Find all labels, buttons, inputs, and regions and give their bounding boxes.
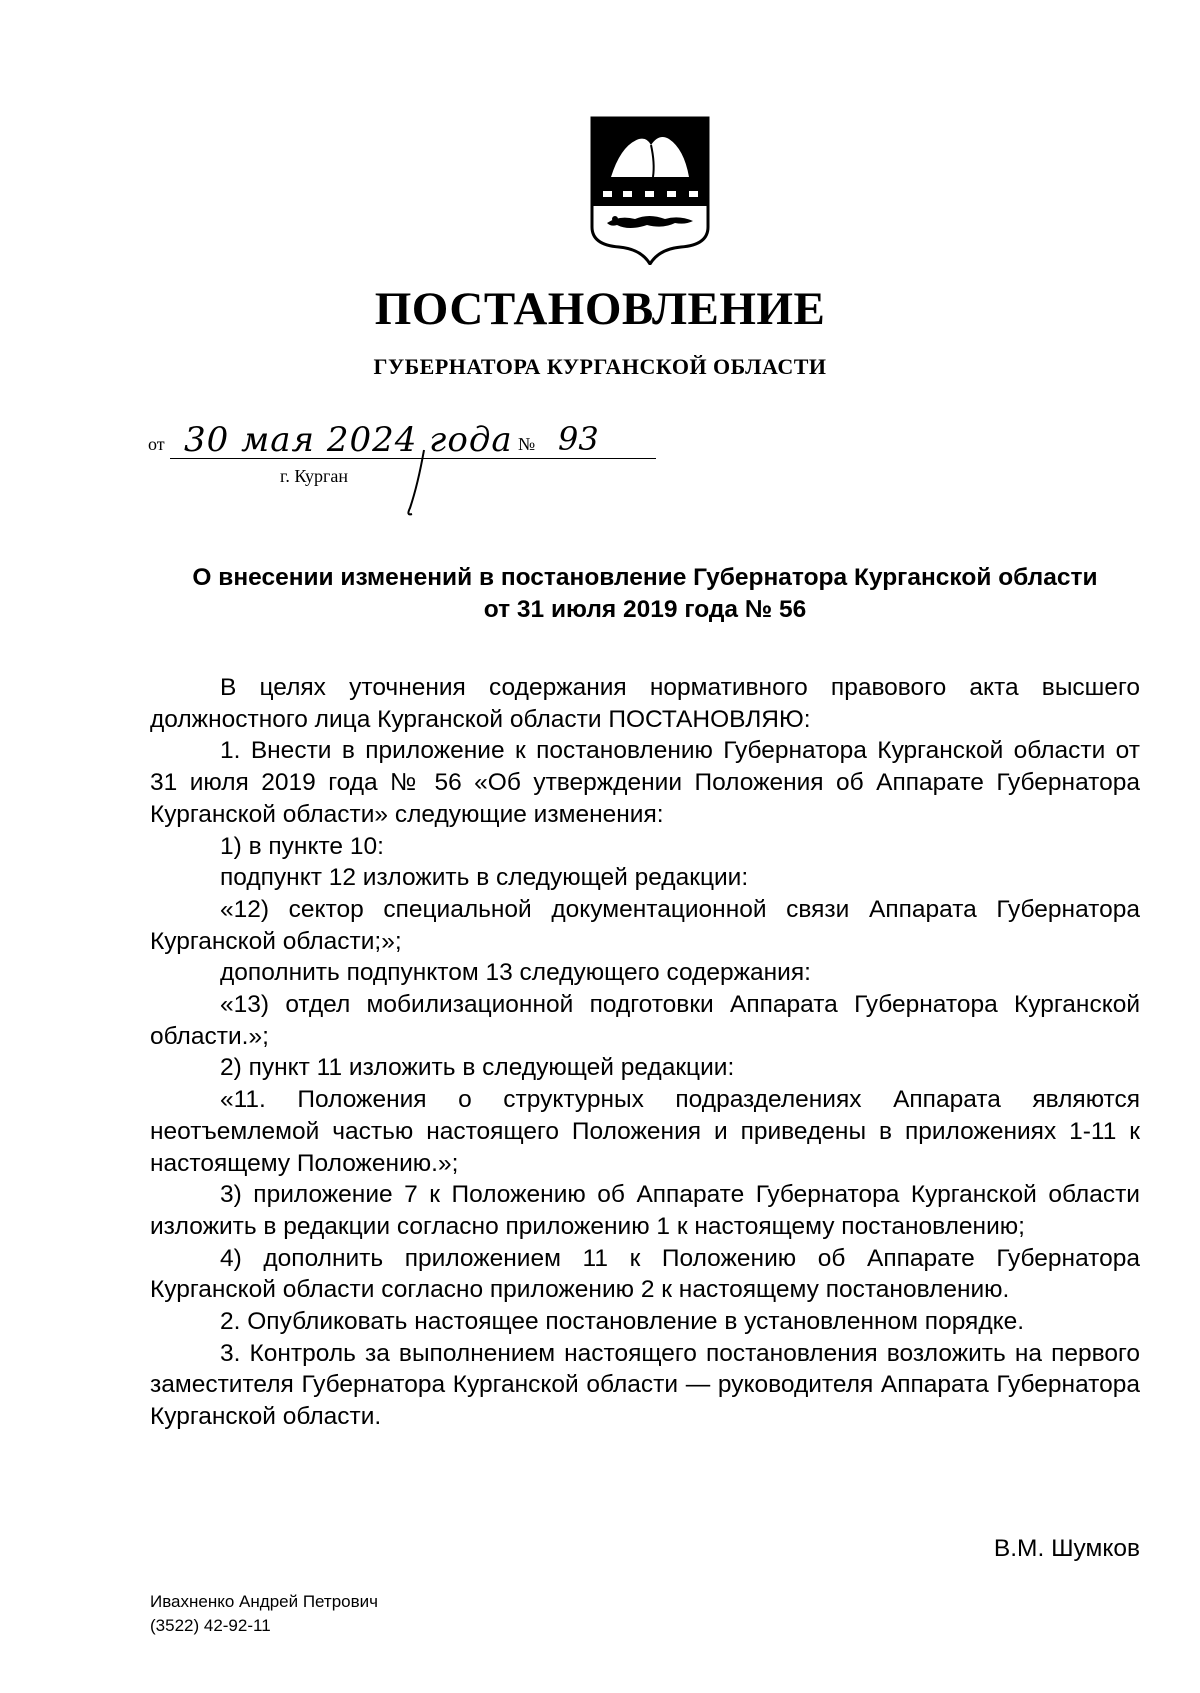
document-subject bbox=[150, 562, 1140, 626]
handwritten-date: 30 мая 2024 года bbox=[184, 420, 513, 460]
executor-phone: (3522) 42-92-11 bbox=[150, 1616, 271, 1635]
signatory-name: В.М. Шумков bbox=[993, 1535, 1140, 1562]
place-of-issue: г. Курган bbox=[280, 466, 349, 486]
handwritten-number: 93 bbox=[558, 420, 599, 458]
document-body bbox=[150, 672, 1140, 1433]
body-paragraph: 1) в пункте 10: bbox=[220, 832, 384, 860]
number-label: № bbox=[518, 434, 536, 454]
body-paragraph: дополнить подпунктом 13 следующего содержания: bbox=[220, 959, 811, 987]
body-paragraph: «13) отдел мобилизационной подготовки Аппарата Губернатора Курганской области.»; bbox=[150, 991, 1140, 1050]
body-paragraph: подпункт 12 изложить в следующей редакции: bbox=[220, 864, 749, 892]
coat-of-arms-icon bbox=[589, 115, 711, 265]
handwriting-stroke bbox=[148, 424, 668, 524]
subject-line-1: О внесении изменений в постановление Губернатора Курганской области bbox=[192, 564, 1098, 591]
body-paragraph: 1. Внести в приложение к постановлению Губернатора Курганской области от 31 июля 2019 года № 56 «Об утверждении Положения об Аппарате Губернатора Курганской области» следующие изменения: bbox=[150, 737, 1140, 828]
body-paragraph: 2) пункт 11 изложить в следующей редакции: bbox=[220, 1054, 735, 1082]
date-label: от bbox=[148, 434, 165, 454]
executor-block bbox=[150, 1590, 378, 1638]
issuer-heading: ГУБЕРНАТОРА КУРГАНСКОЙ ОБЛАСТИ bbox=[373, 354, 827, 379]
executor-name: Ивахненко Андрей Петрович bbox=[150, 1592, 379, 1611]
document-details bbox=[148, 420, 668, 494]
body-paragraph: 4) дополнить приложением 11 к Положению об Аппарате Губернатора Курганской области согласно приложению 2 к настоящему постановлению. bbox=[150, 1244, 1140, 1304]
subject-line-2: от 31 июля 2019 года № 56 bbox=[483, 596, 807, 623]
body-paragraph: В целях уточнения содержания нормативного правового акта высшего должностного лица Курганской области ПОСТАНОВЛЯЮ: bbox=[150, 674, 1140, 733]
document-type-heading: ПОСТАНОВЛЕНИЕ bbox=[374, 283, 826, 335]
body-paragraph: «12) сектор специальной документационной связи Аппарата Губернатора Курганской области;»; bbox=[150, 895, 1140, 955]
body-paragraph: 3. Контроль за выполнением настоящего постановления возложить на первого заместителя Губернатора Курганской области — руководителя Аппарата Губернатора Курганской области. bbox=[150, 1339, 1140, 1431]
body-paragraph: 2. Опубликовать настоящее постановление в установленном порядке. bbox=[220, 1308, 1025, 1336]
body-paragraph: «11. Положения о структурных подразделениях Аппарата являются неотъемлемой частью настоящего Положения и приведены в приложениях 1-11 к настоящему Положению.»; bbox=[150, 1086, 1140, 1177]
body-paragraph: 3) приложение 7 к Положению об Аппарате Губернатора Курганской области изложить в редакции согласно приложению 1 к настоящему постановлению; bbox=[150, 1181, 1140, 1240]
